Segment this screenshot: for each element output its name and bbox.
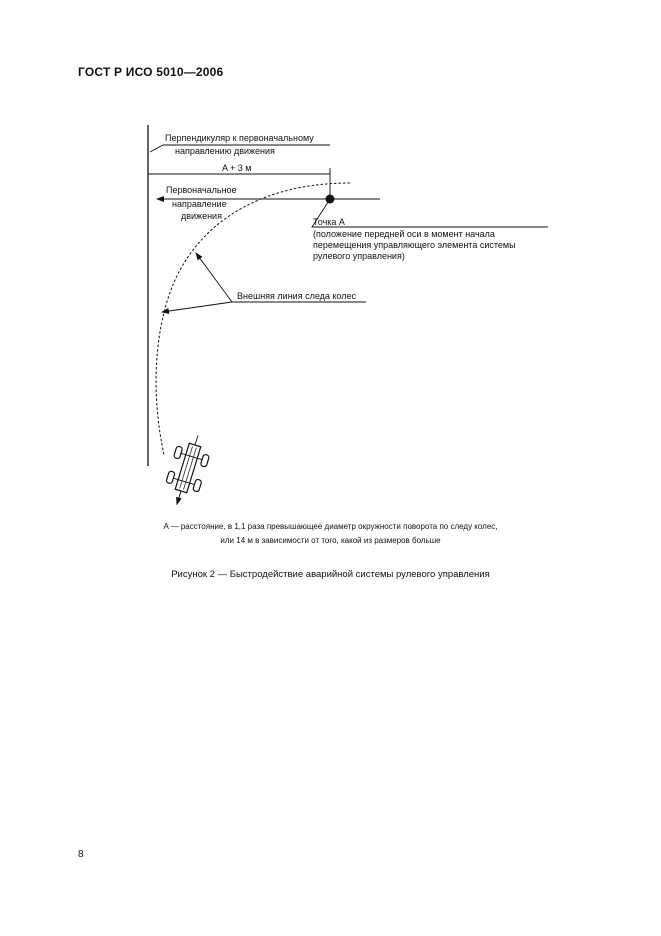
perpendicular-label-line2: направлению движения [175,146,275,156]
figure-note-line1: A — расстояние, в 1,1 раза превышающее диаметр окружности поворота по следу колес, [163,522,498,531]
outer-track-label: Внешняя линия следа колес [237,291,356,301]
point-a-title: Точка A [313,217,345,227]
track-arrow-lower [162,302,232,312]
track-arrow-upper [196,253,232,302]
figure-caption: Рисунок 2 — Быстродействие аварийной системы рулевого управления [171,569,490,580]
point-a-desc-line3: рулевого управления) [313,251,405,261]
initial-direction-label-line2: направление [172,199,227,209]
figure-note-line2: или 14 м в зависимости от того, какой из размеров больше [220,536,441,545]
point-a-leader [312,199,548,227]
initial-direction-label-line3: движения [181,211,222,221]
page-number: 8 [78,849,84,860]
figure-note [0,520,661,548]
document-header: ГОСТ Р ИСО 5010—2006 [78,65,224,79]
initial-direction-label-line1: Первоначальное [166,185,237,195]
dimension-label: A + 3 м [222,163,252,173]
point-a-desc-line2: перемещения управляющего элемента системы [313,240,516,250]
vehicle-icon [161,431,215,510]
perpendicular-label-line1: Перпендикуляр к первоначальному [165,133,314,143]
point-a-desc-line1: (положение передней оси в момент начала [313,229,495,239]
